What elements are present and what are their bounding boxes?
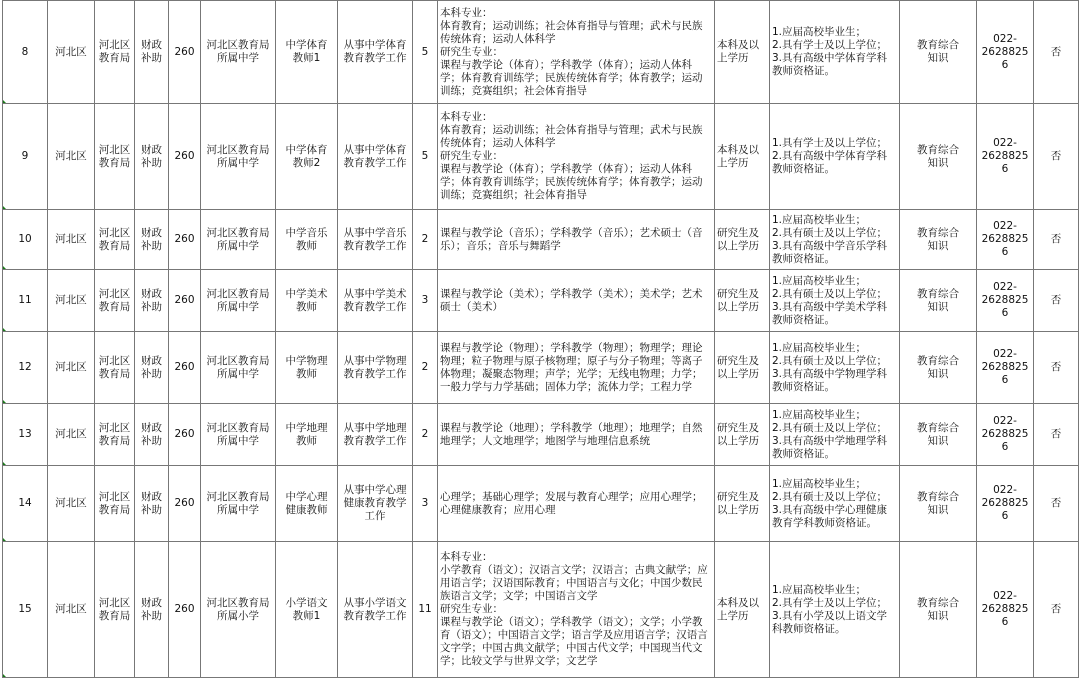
dept-cell: 河北区 教育局 xyxy=(95,210,135,270)
position-cell: 中学物理 教师 xyxy=(276,332,338,404)
major-cell: 课程与教学论（地理）；学科教学（地理）；地理学；自然地理学；人文地理学；地图学与地理信息系统 xyxy=(438,404,715,466)
count-cell: 5 xyxy=(413,1,438,104)
seq-cell: 13 xyxy=(3,404,48,466)
district-cell: 河北区 xyxy=(48,542,95,678)
education-cell: 本科及以 上学历 xyxy=(715,542,770,678)
table-row xyxy=(3,542,1079,678)
exam-cell: 教育综合 知识 xyxy=(900,332,977,404)
major-cell: 课程与教学论（物理）；学科教学（物理）；物理学；理论物理；粒子物理与原子核物理；原子与分子物理；等离子体物理；凝聚态物理；声学；光学；无线电物理；力学；一般力学与力学基础；固体力学；流体力学；工程力学 xyxy=(438,332,715,404)
flag-cell: 否 xyxy=(1034,404,1079,466)
count-cell: 2 xyxy=(413,404,438,466)
code-cell: 260 xyxy=(169,404,201,466)
education-cell: 研究生及 以上学历 xyxy=(715,270,770,332)
work-cell: 从事小学语文 教育教学工作 xyxy=(338,542,413,678)
table-row xyxy=(3,332,1079,404)
flag-cell: 否 xyxy=(1034,104,1079,210)
unit-cell: 河北区教育局 所属中学 xyxy=(201,270,276,332)
unit-cell: 河北区教育局 所属小学 xyxy=(201,542,276,678)
phone-cell: 022- 26288256 xyxy=(977,404,1034,466)
code-cell: 260 xyxy=(169,270,201,332)
work-cell: 从事中学心理 健康教育教学 工作 xyxy=(338,466,413,542)
major-cell: 本科专业： 体育教育；运动训练；社会体育指导与管理；武术与民族传统体育；运动人体科学 研究生专业： 课程与教学论（体育）；学科教学（体育）；运动人体科学；体育教育训练学；民族传统体育学；体育教学；运动训练；竞赛组织；社会体育指导 xyxy=(438,1,715,104)
major-cell: 本科专业： 小学教育（语文）；汉语言文学；汉语言；古典文献学；应用语言学；汉语国际教育；中国语言与文化；中国少数民族语言文学；文学；中国语言文学 研究生专业： 课程与教学论（语文）；学科教学（语文）；文学；小学教育（语文）；中国语言文学；语言学及应用语言学；汉语言文字学；中国古典文献学；中国古代文学；中国现当代文学；比较文学与世界文学；文艺学 xyxy=(438,542,715,678)
flag-cell: 否 xyxy=(1034,210,1079,270)
count-cell: 5 xyxy=(413,104,438,210)
education-cell: 研究生及 以上学历 xyxy=(715,466,770,542)
major-cell: 心理学；基础心理学；发展与教育心理学；应用心理学；心理健康教育；应用心理 xyxy=(438,466,715,542)
exam-cell: 教育综合 知识 xyxy=(900,210,977,270)
dept-cell: 河北区 教育局 xyxy=(95,466,135,542)
unit-cell: 河北区教育局 所属中学 xyxy=(201,404,276,466)
seq-cell: 11 xyxy=(3,270,48,332)
unit-cell: 河北区教育局 所属中学 xyxy=(201,210,276,270)
position-cell: 中学地理 教师 xyxy=(276,404,338,466)
flag-cell: 否 xyxy=(1034,332,1079,404)
phone-cell: 022- 26288256 xyxy=(977,270,1034,332)
recruitment-table xyxy=(2,0,1079,678)
flag-cell: 否 xyxy=(1034,542,1079,678)
district-cell: 河北区 xyxy=(48,210,95,270)
position-cell: 中学体育 教师2 xyxy=(276,104,338,210)
seq-cell: 15 xyxy=(3,542,48,678)
unit-cell: 河北区教育局 所属中学 xyxy=(201,332,276,404)
code-cell: 260 xyxy=(169,542,201,678)
work-cell: 从事中学音乐 教育教学工作 xyxy=(338,210,413,270)
code-cell: 260 xyxy=(169,104,201,210)
exam-cell: 教育综合 知识 xyxy=(900,1,977,104)
flag-cell: 否 xyxy=(1034,466,1079,542)
education-cell: 本科及以 上学历 xyxy=(715,1,770,104)
phone-cell: 022- 26288256 xyxy=(977,332,1034,404)
flag-cell: 否 xyxy=(1034,270,1079,332)
funding-cell: 财政 补助 xyxy=(135,104,169,210)
unit-cell: 河北区教育局 所属中学 xyxy=(201,104,276,210)
code-cell: 260 xyxy=(169,332,201,404)
count-cell: 3 xyxy=(413,270,438,332)
funding-cell: 财政 补助 xyxy=(135,404,169,466)
major-cell: 本科专业： 体育教育；运动训练；社会体育指导与管理；武术与民族传统体育；运动人体科学 研究生专业： 课程与教学论（体育）；学科教学（体育）；运动人体科学；体育教育训练学；民族传统体育学；体育教学；运动训练；竞赛组织；社会体育指导 xyxy=(438,104,715,210)
code-cell: 260 xyxy=(169,210,201,270)
unit-cell: 河北区教育局 所属中学 xyxy=(201,1,276,104)
position-cell: 中学心理 健康教师 xyxy=(276,466,338,542)
table-row xyxy=(3,1,1079,104)
other-req-cell: 1.应届高校毕业生； 2.具有学士及以上学位； 3.具有高级中学体育学科教师资格证。 xyxy=(770,1,900,104)
other-req-cell: 1.应届高校毕业生； 2.具有硕士及以上学位； 3.具有高级中学美术学科教师资格证。 xyxy=(770,270,900,332)
other-req-cell: 1.具有学士及以上学位； 2.具有高级中学体育学科教师资格证。 xyxy=(770,104,900,210)
dept-cell: 河北区 教育局 xyxy=(95,404,135,466)
other-req-cell: 1.应届高校毕业生； 2.具有硕士及以上学位； 3.具有高级中学地理学科教师资格证。 xyxy=(770,404,900,466)
seq-cell: 14 xyxy=(3,466,48,542)
phone-cell: 022- 26288256 xyxy=(977,1,1034,104)
seq-cell: 9 xyxy=(3,104,48,210)
district-cell: 河北区 xyxy=(48,104,95,210)
funding-cell: 财政 补助 xyxy=(135,270,169,332)
dept-cell: 河北区 教育局 xyxy=(95,1,135,104)
major-cell: 课程与教学论（美术）；学科教学（美术）；美术学；艺术硕士（美术） xyxy=(438,270,715,332)
district-cell: 河北区 xyxy=(48,332,95,404)
count-cell: 3 xyxy=(413,466,438,542)
position-cell: 小学语文 教师1 xyxy=(276,542,338,678)
education-cell: 本科及以 上学历 xyxy=(715,104,770,210)
exam-cell: 教育综合 知识 xyxy=(900,404,977,466)
unit-cell: 河北区教育局 所属中学 xyxy=(201,466,276,542)
table-row xyxy=(3,104,1079,210)
phone-cell: 022- 26288256 xyxy=(977,542,1034,678)
other-req-cell: 1.应届高校毕业生； 2.具有硕士及以上学位； 3.具有高级中学音乐学科教师资格证。 xyxy=(770,210,900,270)
funding-cell: 财政 补助 xyxy=(135,542,169,678)
code-cell: 260 xyxy=(169,466,201,542)
work-cell: 从事中学地理 教育教学工作 xyxy=(338,404,413,466)
code-cell: 260 xyxy=(169,1,201,104)
exam-cell: 教育综合 知识 xyxy=(900,270,977,332)
table-row xyxy=(3,270,1079,332)
work-cell: 从事中学物理 教育教学工作 xyxy=(338,332,413,404)
major-cell: 课程与教学论（音乐）；学科教学（音乐）；艺术硕士（音乐）；音乐；音乐与舞蹈学 xyxy=(438,210,715,270)
exam-cell: 教育综合 知识 xyxy=(900,542,977,678)
position-cell: 中学音乐 教师 xyxy=(276,210,338,270)
dept-cell: 河北区 教育局 xyxy=(95,270,135,332)
count-cell: 2 xyxy=(413,332,438,404)
dept-cell: 河北区 教育局 xyxy=(95,332,135,404)
table-row xyxy=(3,404,1079,466)
seq-cell: 12 xyxy=(3,332,48,404)
other-req-cell: 1.应届高校毕业生； 2.具有硕士及以上学位； 3.具有高级中学心理健康教育学科教师资格证。 xyxy=(770,466,900,542)
exam-cell: 教育综合 知识 xyxy=(900,466,977,542)
position-cell: 中学美术 教师 xyxy=(276,270,338,332)
funding-cell: 财政 补助 xyxy=(135,332,169,404)
dept-cell: 河北区 教育局 xyxy=(95,542,135,678)
other-req-cell: 1.应届高校毕业生； 2.具有硕士及以上学位； 3.具有高级中学物理学科教师资格证。 xyxy=(770,332,900,404)
other-req-cell: 1.应届高校毕业生； 2.具有学士及以上学位； 3.具有小学及以上语文学科教师资格证。 xyxy=(770,542,900,678)
phone-cell: 022- 26288256 xyxy=(977,210,1034,270)
position-cell: 中学体育 教师1 xyxy=(276,1,338,104)
phone-cell: 022- 26288256 xyxy=(977,104,1034,210)
district-cell: 河北区 xyxy=(48,270,95,332)
work-cell: 从事中学美术 教育教学工作 xyxy=(338,270,413,332)
count-cell: 2 xyxy=(413,210,438,270)
education-cell: 研究生及 以上学历 xyxy=(715,210,770,270)
exam-cell: 教育综合 知识 xyxy=(900,104,977,210)
education-cell: 研究生及 以上学历 xyxy=(715,404,770,466)
work-cell: 从事中学体育 教育教学工作 xyxy=(338,104,413,210)
seq-cell: 8 xyxy=(3,1,48,104)
count-cell: 11 xyxy=(413,542,438,678)
table-row xyxy=(3,210,1079,270)
funding-cell: 财政 补助 xyxy=(135,210,169,270)
flag-cell: 否 xyxy=(1034,1,1079,104)
education-cell: 研究生及 以上学历 xyxy=(715,332,770,404)
phone-cell: 022- 26288256 xyxy=(977,466,1034,542)
funding-cell: 财政 补助 xyxy=(135,466,169,542)
dept-cell: 河北区 教育局 xyxy=(95,104,135,210)
table-row xyxy=(3,466,1079,542)
funding-cell: 财政 补助 xyxy=(135,1,169,104)
district-cell: 河北区 xyxy=(48,1,95,104)
work-cell: 从事中学体育 教育教学工作 xyxy=(338,1,413,104)
district-cell: 河北区 xyxy=(48,466,95,542)
seq-cell: 10 xyxy=(3,210,48,270)
district-cell: 河北区 xyxy=(48,404,95,466)
